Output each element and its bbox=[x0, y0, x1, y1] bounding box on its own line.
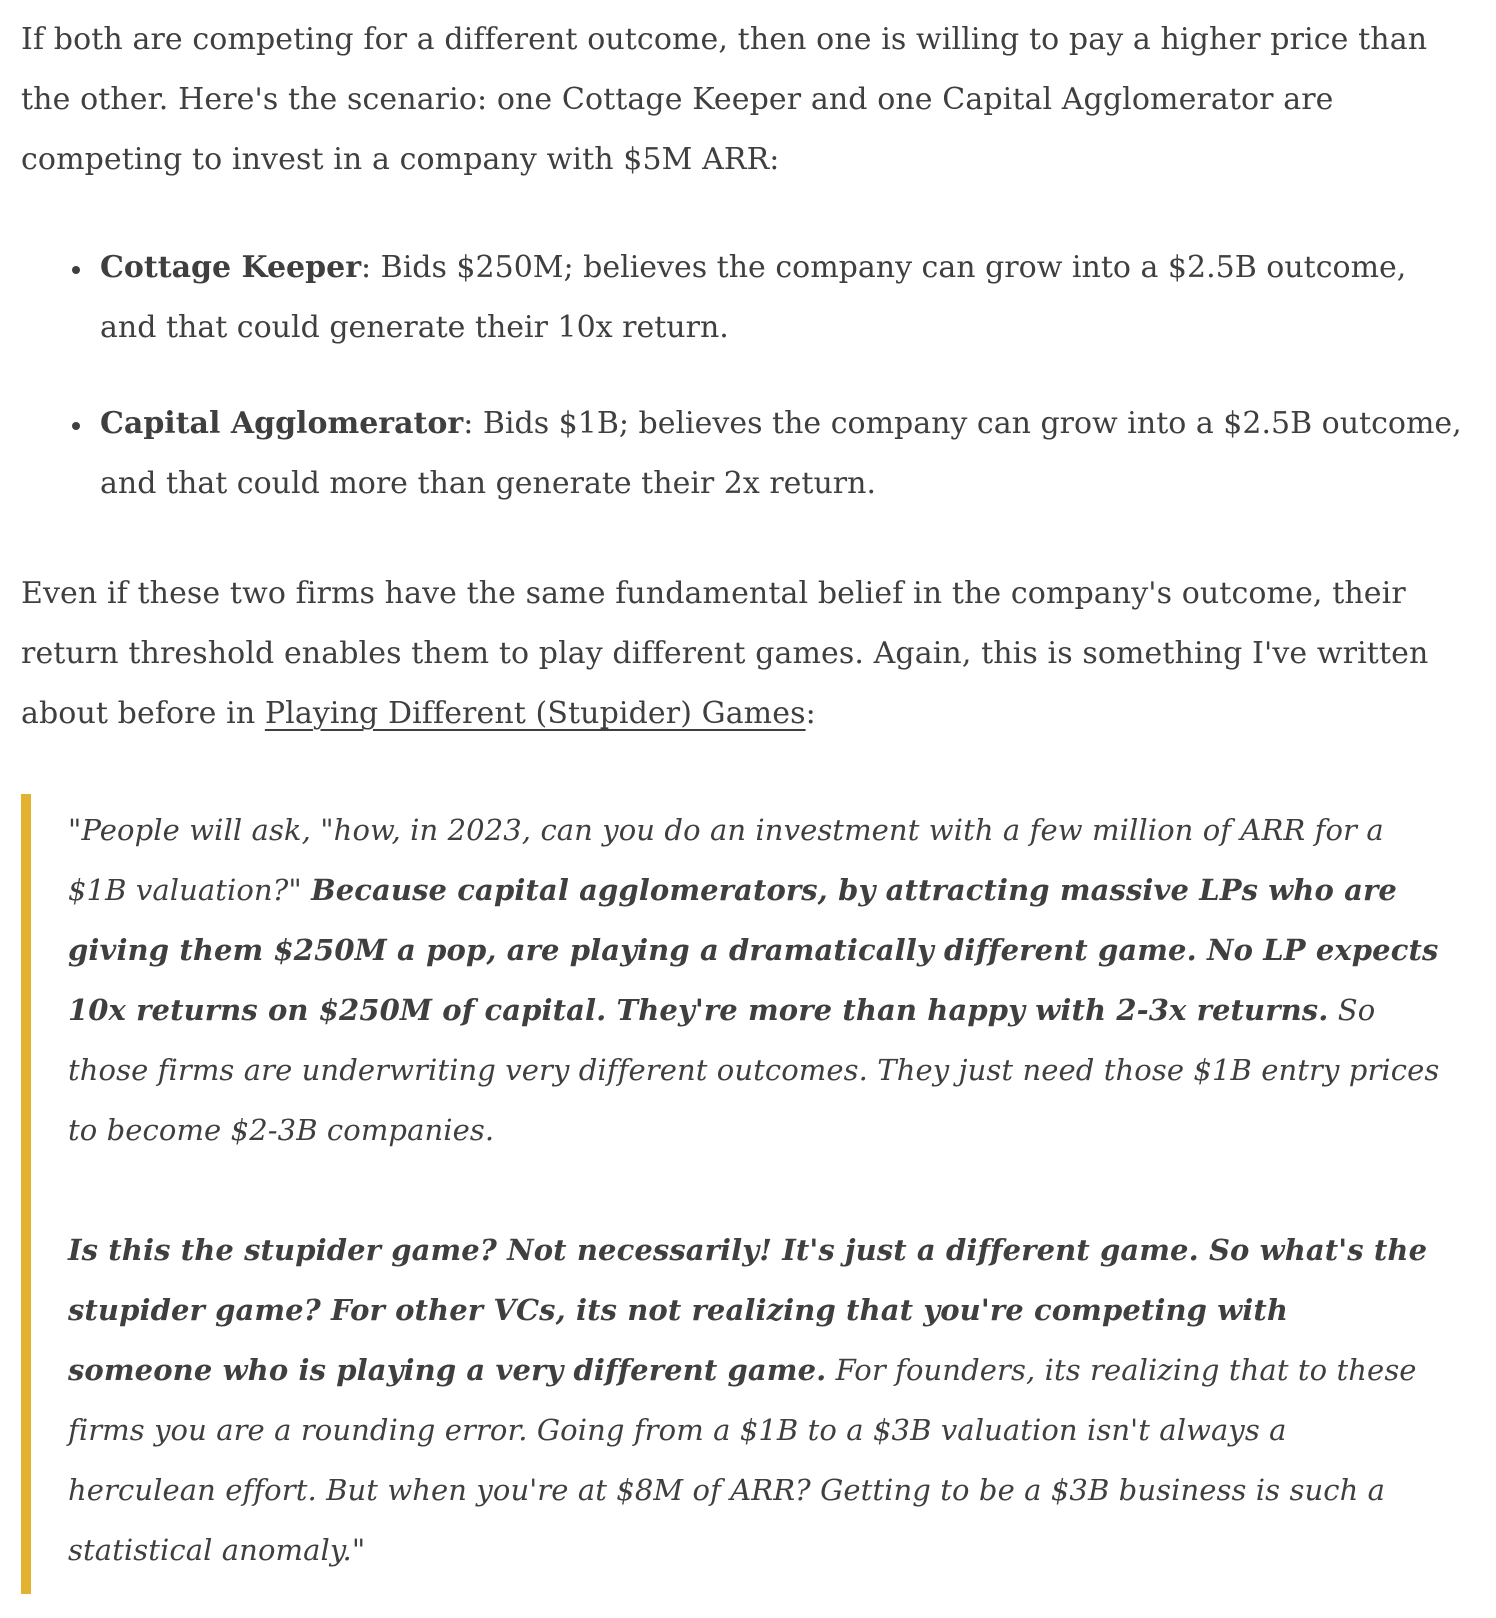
text-span: "People will ask, "how, in 2023, can you do an investment with a few million of ARR for a $1B valuation?" bbox=[68, 813, 1384, 907]
text-span: : Bids $250M; believes the company can grow into a $2.5B outcome, and that could generate their 10x return. bbox=[100, 250, 1407, 345]
text-span: For founders, its realizing that to these firms you are a rounding error. Going from a $1B to a $3B valuation isn't always a herculean effort. But when you're at $8M of ARR? Getting to be a $3B business is such a statistical anomaly." bbox=[68, 1353, 1417, 1567]
bold-text-span: Because capital agglomerators, by attracting massive LPs who are giving them $250M a pop, are playing a dramatically different game. No LP expects 10x returns on $250M of capital. They're more than happy with 2-3x returns. bbox=[68, 873, 1439, 1027]
paragraph-intro bbox=[21, 10, 1470, 190]
inline-link[interactable]: Playing Different (Stupider) Games bbox=[264, 696, 806, 731]
text-span: : bbox=[805, 696, 816, 731]
bold-text-span: Cottage Keeper bbox=[100, 250, 362, 285]
list-item-capital-agglomerator bbox=[94, 394, 1470, 514]
text-span: : Bids $1B; believes the company can grow into a $2.5B outcome, and that could more than generate their 2x return. bbox=[100, 406, 1462, 501]
bold-text-span: Capital Agglomerator bbox=[100, 406, 464, 441]
text-span: So those firms are underwriting very different outcomes. They just need those $1B entry prices to become $2-3B companies. bbox=[68, 993, 1440, 1147]
blockquote bbox=[21, 794, 1470, 1594]
paragraph-analysis bbox=[21, 564, 1470, 744]
text-span: If both are competing for a different outcome, then one is willing to pay a higher price than the other. Here's the scenario: one Cottage Keeper and one Capital Agglomerator are competing to invest in a company with $5M ARR: bbox=[21, 22, 1428, 177]
list-item-cottage-keeper bbox=[94, 238, 1470, 358]
bold-text-span: Is this the stupider game? Not necessarily! It's just a different game. So what's the stupider game? For other VCs, its not realizing that you're competing with someone who is playing a very different game. bbox=[68, 1233, 1428, 1387]
bullet-list bbox=[21, 238, 1470, 514]
quote-paragraph-1 bbox=[68, 800, 1440, 1160]
quote-paragraph-2 bbox=[68, 1220, 1440, 1580]
text-span: Even if these two firms have the same fundamental belief in the company's outcome, their return threshold enables them to play different games. Again, this is something I've written about before in bbox=[21, 576, 1429, 731]
